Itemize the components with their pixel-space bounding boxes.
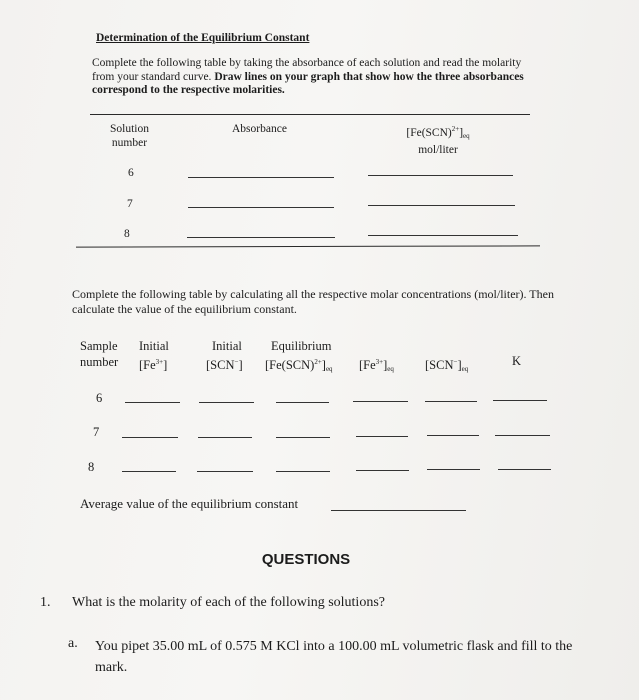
header-initial-fe xyxy=(139,338,169,373)
table1-bottom-rule xyxy=(76,245,540,248)
blank-eq-fe[interactable] xyxy=(353,401,408,402)
blank-initial-fe[interactable] xyxy=(125,402,180,403)
table1-row-number: 8 xyxy=(124,228,130,240)
table1-concentration-blank[interactable] xyxy=(368,235,518,236)
section2-instructions: Complete the following table by calculating all the respective molar concentrations (mol/liter). Then calculate the value of the equilibrium constant. xyxy=(72,287,554,316)
header-sample-line1: Sample xyxy=(80,339,118,353)
table1-concentration-blank[interactable] xyxy=(368,205,515,206)
table2-row-number: 7 xyxy=(93,425,100,439)
header-k: K xyxy=(512,354,522,368)
table1-concentration-blank[interactable] xyxy=(368,175,513,176)
instructions-text xyxy=(92,57,537,98)
header-solution-line1: Solution xyxy=(110,123,149,135)
table1-header-absorbance: Absorbance xyxy=(232,123,287,135)
blank-eq-scn[interactable] xyxy=(427,435,479,436)
instructions-bold: Draw lines on your graph that show how the three absorbances correspond to the respective molarities. xyxy=(92,70,524,96)
table1-row-number: 7 xyxy=(127,198,133,210)
average-k-blank[interactable] xyxy=(331,510,466,511)
blank-eq-fe[interactable] xyxy=(356,436,408,437)
table1-row-number: 6 xyxy=(128,167,134,179)
blank-k[interactable] xyxy=(495,435,550,436)
blank-initial-fe[interactable] xyxy=(122,471,176,472)
table2-row-number: 8 xyxy=(88,460,95,474)
question-1-number: 1. xyxy=(40,595,51,610)
question-1a-text: You pipet 35.00 mL of 0.575 M KCl into a 100.00 mL volumetric flask and fill to the mark. xyxy=(95,639,573,675)
questions-heading: QUESTIONS xyxy=(261,551,351,568)
blank-k[interactable] xyxy=(493,400,547,401)
header-concentration-line2: mol/liter xyxy=(418,144,458,156)
question-1-text: What is the molarity of each of the following solutions? xyxy=(72,595,385,610)
header-equilibrium-line2: $[Fe(SCN)^{2+}]_{eq}$ xyxy=(265,358,333,373)
header-sample xyxy=(80,338,118,370)
header-initial-scn-line2: [SCN−] xyxy=(206,358,243,372)
blank-eq-fescn[interactable] xyxy=(276,437,330,438)
blank-eq-scn[interactable] xyxy=(425,401,477,402)
header-equilibrium-fescn xyxy=(265,338,333,377)
header-initial-fe-line2: $[Fe^{3+}]$ xyxy=(139,358,168,372)
table1-top-rule xyxy=(90,114,530,115)
blank-eq-fescn[interactable] xyxy=(276,402,329,403)
header-initial-fe-line1: Initial xyxy=(139,339,169,353)
section-title: Determination of the Equilibrium Constant xyxy=(96,32,310,44)
blank-initial-scn[interactable] xyxy=(198,437,252,438)
table1-absorbance-blank[interactable] xyxy=(188,177,334,178)
blank-eq-fescn[interactable] xyxy=(276,471,330,472)
blank-eq-fe[interactable] xyxy=(356,470,409,471)
header-equilibrium-fe: $[Fe^{3+}]_{eq}$ xyxy=(359,358,394,373)
blank-initial-scn[interactable] xyxy=(199,402,254,403)
header-initial-scn xyxy=(206,338,243,373)
header-sample-line2: number xyxy=(80,355,119,369)
blank-initial-scn[interactable] xyxy=(197,471,253,472)
table2-row-number: 6 xyxy=(96,391,103,405)
blank-initial-fe[interactable] xyxy=(122,437,178,438)
header-solution-line2: number xyxy=(111,137,148,149)
blank-k[interactable] xyxy=(498,469,551,470)
header-equilibrium-line1: Equilibrium xyxy=(271,339,332,353)
table1-absorbance-blank[interactable] xyxy=(187,237,335,238)
blank-eq-scn[interactable] xyxy=(427,469,480,470)
header-initial-scn-line1: Initial xyxy=(212,339,242,353)
average-k-label: Average value of the equilibrium constant xyxy=(80,496,299,511)
table1-header-solution xyxy=(110,122,149,150)
header-equilibrium-scn: $[SCN^-]_{eq}$ xyxy=(425,358,469,373)
instructions-plain: Complete the following table by taking the absorbance of each solution and read the molarity from your standard curve. xyxy=(92,57,522,83)
table1-absorbance-blank[interactable] xyxy=(188,207,334,208)
question-1a-letter: a. xyxy=(68,636,78,651)
table1-header-concentration xyxy=(398,122,478,157)
header-concentration-line1: $[Fe(SCN)^{2+}]_{eq}$ xyxy=(406,125,470,140)
